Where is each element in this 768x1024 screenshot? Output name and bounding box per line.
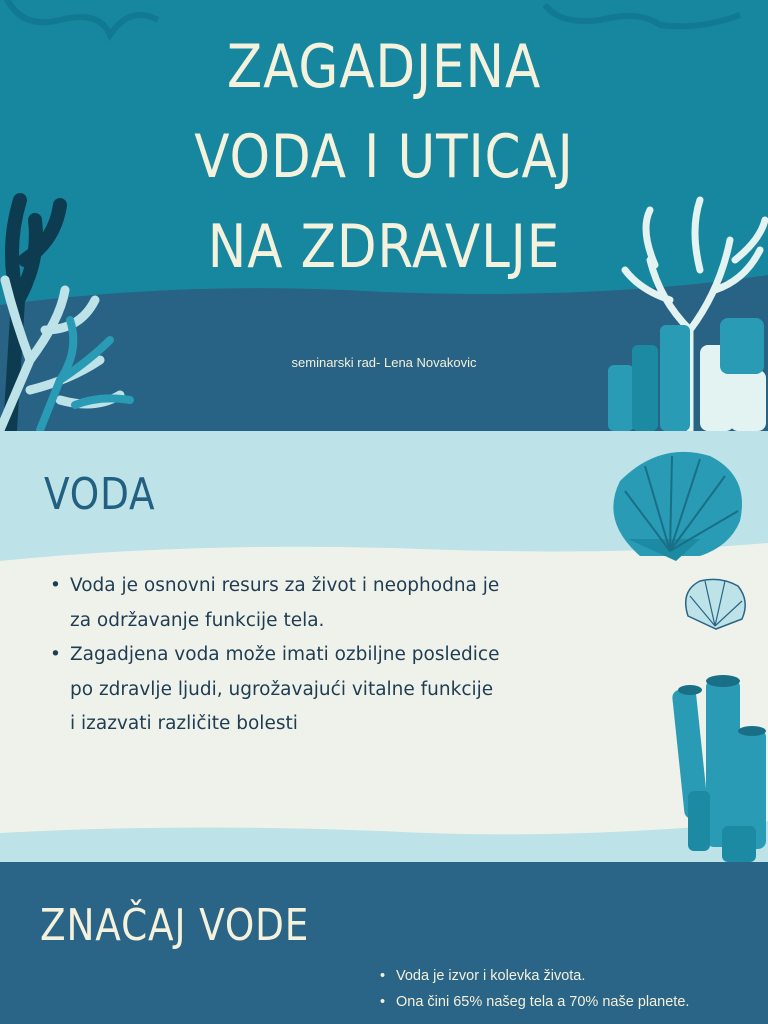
title-line-1: ZAGADJENA xyxy=(226,32,542,102)
bullet-icon: • xyxy=(50,575,61,596)
voda-bullet-list xyxy=(50,569,500,742)
list-item: • Voda je osnovni resurs za život i neophodna je za održavanje funkcije tela. xyxy=(50,569,500,638)
title-line-2: VODA I UTICAJ xyxy=(194,122,574,192)
bullet-icon: • xyxy=(380,968,386,984)
bullet-icon: • xyxy=(380,994,386,1010)
scallop-shell-icon xyxy=(613,452,742,561)
list-item: • Ona čini 65% našeg tela a 70% naše planete. xyxy=(380,989,710,1015)
znacaj-bullet-list xyxy=(380,963,710,1015)
section-heading-voda: VODA xyxy=(44,469,156,520)
list-item: • Voda je izvor i kolevka života. xyxy=(380,963,710,989)
subtitle: seminarski rad- Lena Novakovic xyxy=(291,355,477,370)
page-title xyxy=(0,22,768,292)
slide-title xyxy=(0,0,768,431)
section-heading-znacaj: ZNAČAJ VODE xyxy=(40,900,310,951)
bullet-icon: • xyxy=(50,644,61,666)
title-line-3: NA ZDRAVLJE xyxy=(207,212,561,282)
list-item: • Zagadjena voda može imati ozbiljne posledice po zdravlje ljudi, ugrožavajući vitalne funkcije i izazvati različite bolesti xyxy=(50,638,500,742)
